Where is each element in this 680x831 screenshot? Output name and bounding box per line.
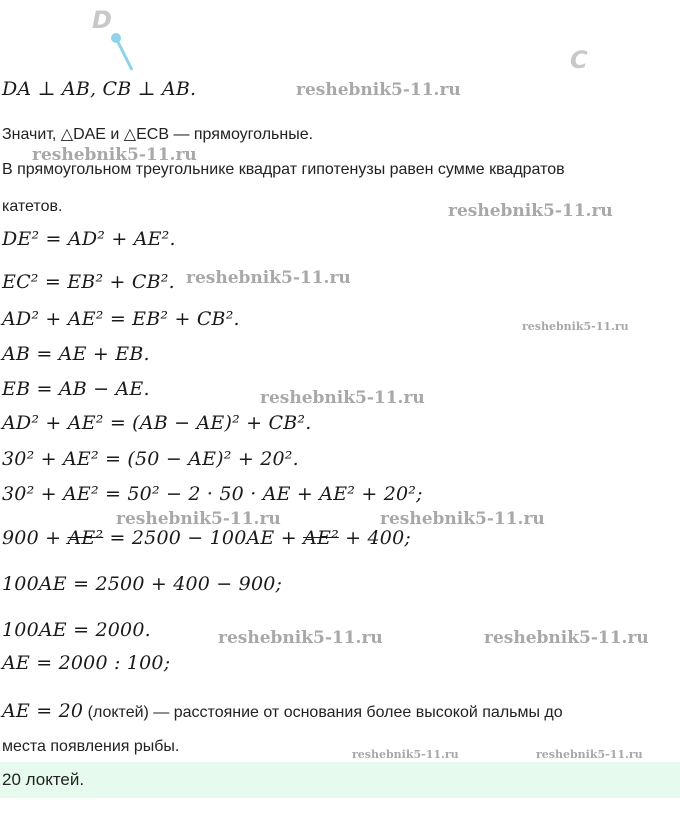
watermark: reshebnik5-11.ru [116, 509, 281, 529]
result-math: AE = 20 [2, 700, 84, 722]
result-text: (локтей) — расстояние от основания более высокой пальмы до [83, 704, 563, 721]
watermark: reshebnik5-11.ru [352, 748, 459, 761]
line-pythagoras-rule: В прямоугольном треугольнике квадрат гипотенузы равен сумме квадратов [2, 161, 565, 178]
line-simplified: 100AE = 2500 + 400 − 900; [2, 573, 283, 595]
answer-text: 20 локтей. [2, 770, 85, 789]
line-substitution: AD² + AE² = (AB − AE)² + CB². [2, 412, 312, 434]
watermark: reshebnik5-11.ru [380, 509, 545, 529]
line-100ae: 100AE = 2000. [2, 619, 151, 641]
cancel-part-b: = 2500 − 100AE + [103, 527, 304, 549]
line-result-end: места появления рыбы. [2, 738, 180, 755]
watermark: reshebnik5-11.ru [484, 628, 649, 648]
figure-label-d: D [92, 6, 112, 34]
cancel-part-a: 900 + [2, 527, 68, 549]
line-pythagoras-rule-end: катетов. [2, 198, 63, 215]
cancelled-term-left: AE² [67, 527, 104, 549]
watermark: reshebnik5-11.ru [260, 388, 425, 408]
watermark: reshebnik5-11.ru [522, 320, 629, 333]
line-equation-equal: AD² + AE² = EB² + CB². [2, 308, 240, 330]
cancelled-term-right: AE² [303, 527, 339, 549]
line-ec-squared: EC² = EB² + CB². [2, 271, 175, 293]
answer-box [0, 762, 680, 798]
figure-label-c: C [570, 46, 588, 74]
line-de-squared: DE² = AD² + AE². [2, 228, 176, 250]
line-numbers: 30² + AE² = (50 − AE)² + 20². [2, 448, 299, 470]
line-ab-sum: AB = AE + EB. [2, 343, 150, 365]
line-result [2, 700, 563, 722]
watermark: reshebnik5-11.ru [218, 628, 383, 648]
line-expanded: 30² + AE² = 50² − 2 · 50 · AE + AE² + 20²; [2, 483, 423, 505]
cancel-part-c: + 400; [338, 527, 411, 549]
line-cancelled [2, 527, 411, 549]
line-right-triangles: Значит, △DAE и △ECB — прямоугольные. [2, 126, 314, 143]
watermark: reshebnik5-11.ru [448, 201, 613, 221]
figure-vertex-marker [108, 30, 138, 74]
watermark: reshebnik5-11.ru [296, 80, 461, 100]
watermark: reshebnik5-11.ru [32, 145, 197, 165]
line-eb-diff: EB = AB − AE. [2, 378, 150, 400]
line-perpendicular: DA ⊥ AB, CB ⊥ AB. [2, 78, 197, 100]
watermark: reshebnik5-11.ru [536, 748, 643, 761]
line-ae-division: AE = 2000 : 100; [2, 652, 171, 674]
watermark: reshebnik5-11.ru [186, 268, 351, 288]
